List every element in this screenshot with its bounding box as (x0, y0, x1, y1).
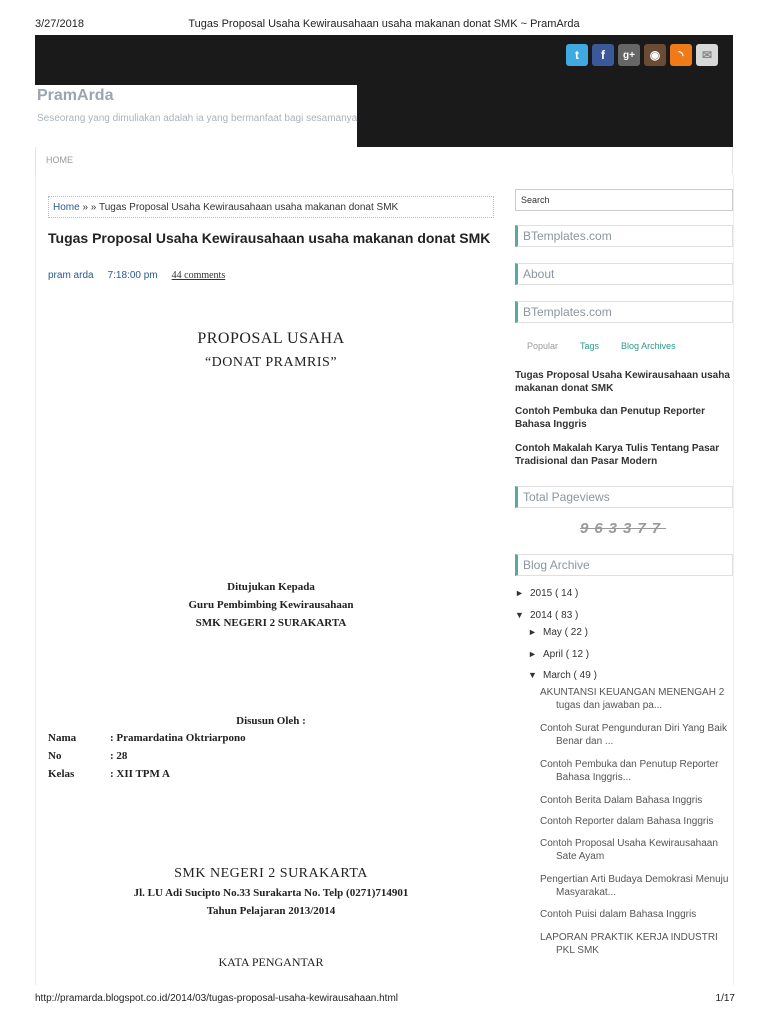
archive-month-label[interactable]: April ( 12 ) (543, 649, 590, 660)
widget-btemplates-2: BTemplates.com (515, 301, 733, 323)
tab-popular[interactable]: Popular (527, 341, 559, 351)
doc-info-value: : XII TPM A (110, 768, 170, 780)
page-border-left (35, 175, 36, 985)
archive-post-line: Contoh Pembuka dan Penutup Reporter (540, 759, 719, 770)
widget-total-pageviews: Total Pageviews (515, 486, 733, 508)
doc-info-row (48, 750, 127, 762)
archive-post-link[interactable] (540, 837, 735, 863)
archive-post-line: Contoh Proposal Usaha Kewirausahaan (540, 838, 718, 849)
print-page-title: Tugas Proposal Usaha Kewirausahaan usaha makanan donat SMK ~ PramArda (188, 18, 580, 30)
site-title[interactable]: PramArda (37, 87, 114, 104)
archive-month-label[interactable]: May ( 22 ) (543, 627, 589, 638)
print-date: 3/27/2018 (35, 18, 84, 30)
facebook-icon[interactable]: f (592, 44, 614, 66)
doc-info-value: : 28 (110, 750, 128, 762)
widget-about: About (515, 263, 733, 285)
doc-title: PROPOSAL USAHA (197, 330, 345, 347)
archive-month-march[interactable] (528, 670, 597, 681)
doc-school-name: SMK NEGERI 2 SURAKARTA (174, 866, 368, 881)
expand-right-icon: ► (528, 649, 537, 659)
doc-info-key: No (48, 750, 62, 762)
expand-down-icon: ▼ (528, 670, 537, 680)
widget-btemplates-1: BTemplates.com (515, 225, 733, 247)
post-meta (48, 270, 225, 281)
breadcrumb (48, 196, 494, 218)
popular-post-link[interactable]: Contoh Pembuka dan Penutup Reporter Bahasa Inggris (515, 406, 706, 430)
doc-school-year: Tahun Pelajaran 2013/2014 (206, 905, 336, 917)
doc-addressed-teacher: Guru Pembimbing Kewirausahaan (188, 599, 354, 611)
archive-month-label[interactable]: March ( 49 ) (543, 670, 597, 681)
doc-school-address: Jl. LU Adi Sucipto No.33 Surakarta No. Telp (0271)714901 (133, 887, 409, 899)
expand-down-icon: ▼ (515, 610, 524, 620)
post-title[interactable]: Tugas Proposal Usaha Kewirausahaan usaha makanan donat SMK (48, 230, 491, 246)
rss-icon[interactable]: ◝ (670, 44, 692, 66)
doc-subtitle: “DONAT PRAMRIS” (204, 355, 338, 370)
archive-post-link[interactable] (540, 758, 735, 784)
archive-post-line: tugas dan jawaban pa... (556, 700, 663, 711)
doc-info-row (48, 768, 170, 780)
widget-blog-archive: Blog Archive (515, 554, 733, 576)
doc-addressed-school: SMK NEGERI 2 SURAKARTA (195, 617, 347, 629)
archive-year-label[interactable]: 2014 ( 83 ) (530, 610, 579, 621)
expand-right-icon: ► (528, 627, 537, 637)
expand-right-icon: ► (515, 588, 524, 598)
doc-info-key: Kelas (48, 768, 75, 780)
breadcrumb-trail: » » Tugas Proposal Usaha Kewirausahaan usaha makanan donat SMK (79, 202, 399, 213)
nav-home[interactable]: HOME (46, 155, 73, 165)
doc-addressed-to: Ditujukan Kepada (227, 581, 315, 593)
archive-post-link[interactable] (540, 873, 735, 899)
archive-post-line: Contoh Puisi dalam Bahasa Inggris (540, 909, 697, 920)
social-icons (566, 44, 718, 66)
archive-post-link[interactable] (540, 722, 735, 748)
archive-post-line: PKL SMK (556, 945, 599, 956)
archive-post-line: Sate Ayam (556, 851, 605, 862)
archive-post-line: LAPORAN PRAKTIK KERJA INDUSTRI (540, 932, 718, 943)
search-input[interactable]: Search (515, 189, 733, 211)
instagram-icon[interactable]: ◉ (644, 44, 666, 66)
archive-post-line: Contoh Reporter dalam Bahasa Inggris (540, 816, 714, 827)
archive-post-line: Masyarakat... (556, 887, 617, 898)
popular-post-link[interactable]: Contoh Makalah Karya Tulis Tentang Pasar Tradisional dan Pasar Modern (515, 443, 720, 467)
site-description: Seseorang yang dimuliakan adalah ia yang bermanfaat bagi sesamanya (37, 113, 358, 124)
doc-info-value: : Pramardatina Oktriarpono (110, 732, 246, 744)
sidebar-tabs (527, 341, 676, 351)
doc-info-key: Nama (48, 732, 77, 744)
archive-post-link[interactable] (540, 815, 735, 828)
archive-post-link[interactable] (540, 931, 735, 957)
tab-blog-archives[interactable]: Blog Archives (621, 341, 676, 351)
archive-post-line: Benar dan ... (556, 736, 614, 747)
print-url: http://pramarda.blogspot.co.id/2014/03/tugas-proposal-usaha-kewirausahaan.html (35, 993, 398, 1004)
page-border-right (733, 175, 734, 985)
archive-year-2014[interactable] (515, 610, 578, 621)
doc-section-heading: KATA PENGANTAR (218, 955, 324, 969)
archive-post-link[interactable] (540, 686, 735, 712)
post-time[interactable]: 7:18:00 pm (107, 270, 158, 281)
post-author[interactable]: pram arda (48, 270, 94, 281)
post-comments-link[interactable]: 44 comments (171, 270, 226, 281)
archive-post-line: Pengertian Arti Budaya Demokrasi Menuju (540, 874, 729, 885)
archive-year-2015[interactable] (515, 588, 578, 599)
popular-post-link[interactable]: Tugas Proposal Usaha Kewirausahaan usaha makanan donat SMK (515, 370, 730, 394)
breadcrumb-home-link[interactable]: Home (53, 202, 80, 213)
archive-post-link[interactable] (540, 794, 735, 807)
brand (35, 85, 357, 147)
archive-post-link[interactable] (540, 908, 735, 921)
archive-post-line: Contoh Berita Dalam Bahasa Inggris (540, 795, 703, 806)
google-plus-icon[interactable]: g+ (618, 44, 640, 66)
archive-post-line: Bahasa Inggris... (556, 772, 632, 783)
doc-author-heading: Disusun Oleh : (236, 715, 306, 727)
archive-post-line: AKUNTANSI KEUANGAN MENENGAH 2 (540, 687, 725, 698)
archive-post-line: Contoh Surat Pengunduran Diri Yang Baik (540, 723, 727, 734)
print-page-number: 1/17 (715, 993, 735, 1004)
mail-icon[interactable]: ✉ (696, 44, 718, 66)
archive-year-label[interactable]: 2015 ( 14 ) (530, 588, 579, 599)
doc-info-row (48, 732, 246, 744)
tab-tags[interactable]: Tags (580, 341, 600, 351)
archive-month-may[interactable] (528, 627, 588, 638)
archive-month-april[interactable] (528, 649, 589, 660)
pageview-counter: 963377 (580, 520, 667, 537)
main-nav (35, 147, 733, 175)
twitter-icon[interactable]: t (566, 44, 588, 66)
